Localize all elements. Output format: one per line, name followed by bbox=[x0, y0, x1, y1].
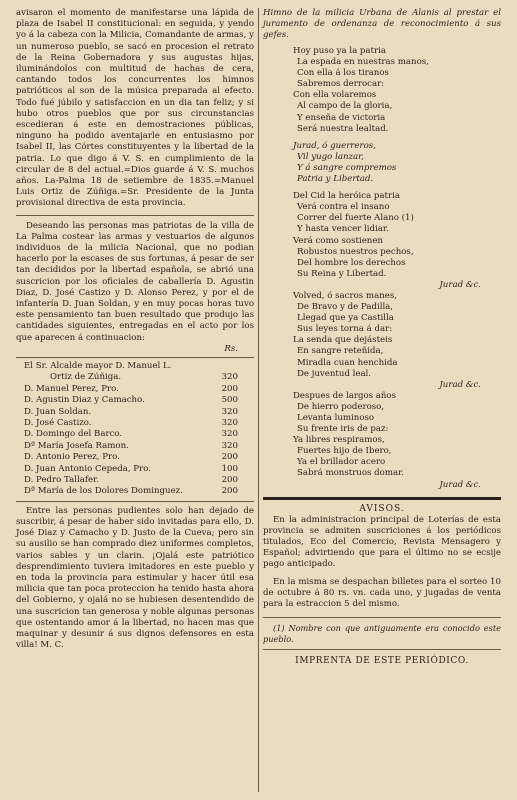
subscriber-name: D. Manuel Perez, Pro. bbox=[24, 383, 119, 394]
subscriber-amount: 200 bbox=[221, 452, 238, 463]
verse-line: La senda que dejásteis bbox=[293, 335, 393, 346]
verse-line: De juventud leal. bbox=[297, 368, 372, 379]
subscriber-amount: 200 bbox=[221, 474, 238, 485]
subscriber-name: Ortiz de Zúñiga. bbox=[50, 372, 122, 383]
chorus-repeat-3: Jurad &c. bbox=[439, 479, 481, 490]
subscriber-amount: 320 bbox=[221, 440, 238, 451]
verse-line: Levanta luminoso bbox=[297, 413, 375, 423]
report-paragraph: avisaron el momento de manifestarse una lápida de plaza de Isabel II constitucional: en seguida, y yendo yo á la cabeza con la Milicia, Comandante de armas, y un numeroso pueblo, se sacó en procesion el retrato de la Reina Gobernadora y sus augustas hijas, iluminándolos con multitud de hachas de cera, cantando todos los concurrentes los himnos patrióticos al son de la música preparada al efecto. Todo fué júbilo y satisfaccion en un dia tan feliz; y si hubo otros pueblos que por sus circunstancias escedieran á este en demostraciones públicas, ninguno ha podido aventajarle en entusiasmo por Isabel II, las Córtes constituyentes y la libertad de la patria. Lo que digo á V. S. en cumplimiento de la circular de 8 del actual.=Dios guarde á V. S. muchos años. La-Palma 18 de setiembre de 1835.=Manuel Luis Ortiz de Zúñiga.=Sr. Presidente de la Junta provisional directiva de esta provincia. bbox=[16, 8, 254, 209]
verse-line: Y hasta vencer lidiar. bbox=[297, 224, 389, 235]
verse-line: Verá contra el insano bbox=[297, 202, 390, 213]
verse-line: Correr del fuerte Alano (1) bbox=[297, 213, 414, 224]
subscribers-table bbox=[16, 361, 254, 498]
verse-line: Del hombre los derechos bbox=[297, 257, 406, 268]
right-column bbox=[263, 8, 501, 666]
verse-line: Su frente iris de paz: bbox=[297, 424, 389, 435]
verse-line: Jurad, ó guerreros, bbox=[293, 140, 376, 151]
printer-imprint: IMPRENTA DE ESTE PERIÓDICO. bbox=[295, 656, 469, 667]
footnote: (1) Nombre con que antiguamente era conocido este pueblo. bbox=[263, 623, 501, 644]
verse-line: Sabremos derrocar: bbox=[297, 79, 385, 90]
section-rule bbox=[16, 357, 254, 358]
section-rule bbox=[263, 649, 501, 650]
subscriber-row bbox=[16, 441, 254, 452]
subscriber-row bbox=[16, 418, 254, 429]
subscriber-amount bbox=[208, 361, 254, 372]
subscriber-amount: 200 bbox=[221, 383, 238, 394]
avisos-heading: AVISOS. bbox=[359, 503, 405, 514]
verse-line: Al campo de la gloria, bbox=[297, 101, 393, 112]
verse-line: Su Reina y Libertad. bbox=[297, 268, 387, 279]
subscriber-name: D. Pedro Tallafer. bbox=[24, 474, 100, 485]
verse-line: Hoy puso ya la patria bbox=[293, 46, 386, 56]
avisos-paragraph-1: En la administracion principal de Loterías de esta provincia se admiten suscriciones á los periódicos titulados, Eco del Comercio, Revista Mensagero y Español; advirtiendo que para el último no se ecsije pago anticipado. bbox=[263, 514, 501, 570]
verse-line: Con ella á los tiranos bbox=[297, 68, 389, 79]
subscriber-row bbox=[16, 361, 254, 372]
hymn-title: Himno de la milicia Urbana de Alanis al prestar el juramento de ordenanza de reconocimiento á sus gefes. bbox=[263, 8, 501, 40]
verse-line: Vil yugo lanzar, bbox=[297, 151, 365, 162]
subscriber-row bbox=[16, 384, 254, 395]
subscriber-row bbox=[16, 395, 254, 406]
subscriber-row bbox=[16, 407, 254, 418]
verse-line: Sabrá monstruos domar. bbox=[297, 468, 404, 479]
subscriber-amount: 320 bbox=[221, 406, 238, 417]
section-rule bbox=[263, 617, 501, 618]
subscriber-name: D. Antonio Perez, Pro. bbox=[24, 452, 120, 463]
subscriber-name: D. Agustin Diaz y Camacho. bbox=[24, 395, 145, 406]
subscriber-row bbox=[16, 486, 254, 497]
subscriber-amount: 200 bbox=[221, 486, 238, 497]
subscriber-name: El Sr. Alcalde mayor D. Manuel L. bbox=[24, 360, 172, 371]
verse-line: Patria y Libertad. bbox=[297, 174, 374, 185]
subscriber-name: D. Juan Antonio Cepeda, Pro. bbox=[24, 463, 151, 474]
hymn-chorus bbox=[293, 141, 501, 185]
verse-line: Robustos nuestros pechos, bbox=[297, 246, 414, 257]
hymn-stanza-2 bbox=[293, 191, 501, 280]
verse-line: Y enseña de victoria bbox=[297, 112, 386, 123]
subscriber-row bbox=[16, 452, 254, 463]
verse-line: Despues de largos años bbox=[293, 390, 397, 401]
amount-unit-label: Rs. bbox=[224, 343, 238, 354]
avisos-paragraph-2: En la misma se despachan billetes para el sorteo 10 de octubre á 80 rs. vn. cada uno, y jugadas de venta para la estraccion 5 del mismo. bbox=[263, 576, 501, 610]
verse-line: Será nuestra lealtad. bbox=[297, 123, 389, 134]
verse-line: Llegad que ya Castilla bbox=[297, 313, 394, 324]
verse-line: La espada en nuestras manos, bbox=[297, 57, 429, 68]
thick-rule bbox=[263, 497, 501, 500]
subscriber-row bbox=[16, 475, 254, 486]
subscriber-row bbox=[16, 372, 254, 383]
subscriber-row bbox=[16, 429, 254, 440]
subscriber-name: D. José Castizo. bbox=[24, 417, 92, 428]
verse-line: Volved, ó sacros manes, bbox=[293, 290, 397, 301]
verse-line: Con ella volaremos bbox=[293, 90, 377, 101]
verse-line: Del Cid la heróica patria bbox=[293, 191, 400, 202]
verse-line: Sus leyes torna á dar: bbox=[297, 324, 393, 335]
chorus-repeat-1: Jurad &c. bbox=[439, 279, 481, 290]
subscriber-name: D. Domingo del Barco. bbox=[24, 429, 123, 440]
subscriber-amount: 500 bbox=[221, 395, 238, 406]
hymn-stanza-4 bbox=[293, 391, 501, 480]
verse-line: Miradla cuan henchida bbox=[297, 357, 398, 368]
verse-line: Y á sangre compremos bbox=[297, 162, 397, 173]
column-divider bbox=[258, 8, 259, 792]
verse-line: Ya libres respiramos, bbox=[293, 435, 385, 446]
subscriber-row bbox=[16, 464, 254, 475]
verse-line: De hierro poderoso, bbox=[297, 401, 385, 412]
chorus-repeat-2: Jurad &c. bbox=[439, 379, 481, 390]
subscriber-amount: 320 bbox=[221, 417, 238, 428]
subscription-intro: Deseando las personas mas patriotas de la villa de La Palma costear las armas y vestuarios de algunos individuos de la milicia Nacional, que no podian hacerlo por la escases de sus fortunas, á pesar de ser tan decididos por la libertad española, se abrió una suscricion por los oficiales de caballería D. Agustin Diaz, D. José Castizo y D. Alonso Perez, y por el de infantería D. Juan Soldan, y en muy pocas horas tuvo este pensamiento tan buen resultado que produjo las cantidades siguientes, entregadas en el acto por los que aparecen á continuacion: bbox=[16, 220, 254, 343]
hymn-stanza-1 bbox=[293, 46, 501, 135]
subscriber-amount: 320 bbox=[221, 429, 238, 440]
subscriber-amount: 100 bbox=[221, 463, 238, 474]
subscriber-name: D. Juan Soldan. bbox=[24, 406, 92, 417]
section-rule bbox=[16, 215, 254, 216]
verse-line: De Bravo y de Padilla, bbox=[297, 302, 394, 313]
verse-line: Fuertes hijo de Ibero, bbox=[297, 446, 392, 457]
subscriber-name: Dª María de los Dolores Dominguez. bbox=[24, 486, 183, 497]
closing-paragraph: Entre las personas pudientes solo han dejado de suscribir, á pesar de haber sido invitadas para ello, D. José Diaz y Camacho y D. Justo de la Cueva; pero sin su ausilio se han comprado diez uniformes completos, varios sables y un clarin. ¡Ojalá este patriótico desprendimiento tuviera imitadores en este pueblo y en toda la provincia para estimular y hacer útil esa milicia que tan poca proteccion ha tenido hasta ahora del Gobierno, y ojalá no se hubiesen desentendido de una suscricion tan generosa y noble algunas personas que ostentando amor á la libertad, no hacen mas que maquinar y desunir á sus dignos defensores en esta villa! M. C. bbox=[16, 505, 254, 651]
subscriber-amount: 320 bbox=[221, 372, 238, 383]
verse-line: Ya el brillador acero bbox=[297, 457, 386, 468]
subscriber-name: Dª María Josefa Ramon. bbox=[24, 440, 129, 451]
left-column bbox=[16, 8, 254, 651]
section-rule bbox=[16, 501, 254, 502]
verse-line: Verá como sostienen bbox=[293, 235, 383, 246]
verse-line: En sangre reteñida, bbox=[297, 346, 384, 357]
hymn-stanza-3 bbox=[293, 291, 501, 380]
